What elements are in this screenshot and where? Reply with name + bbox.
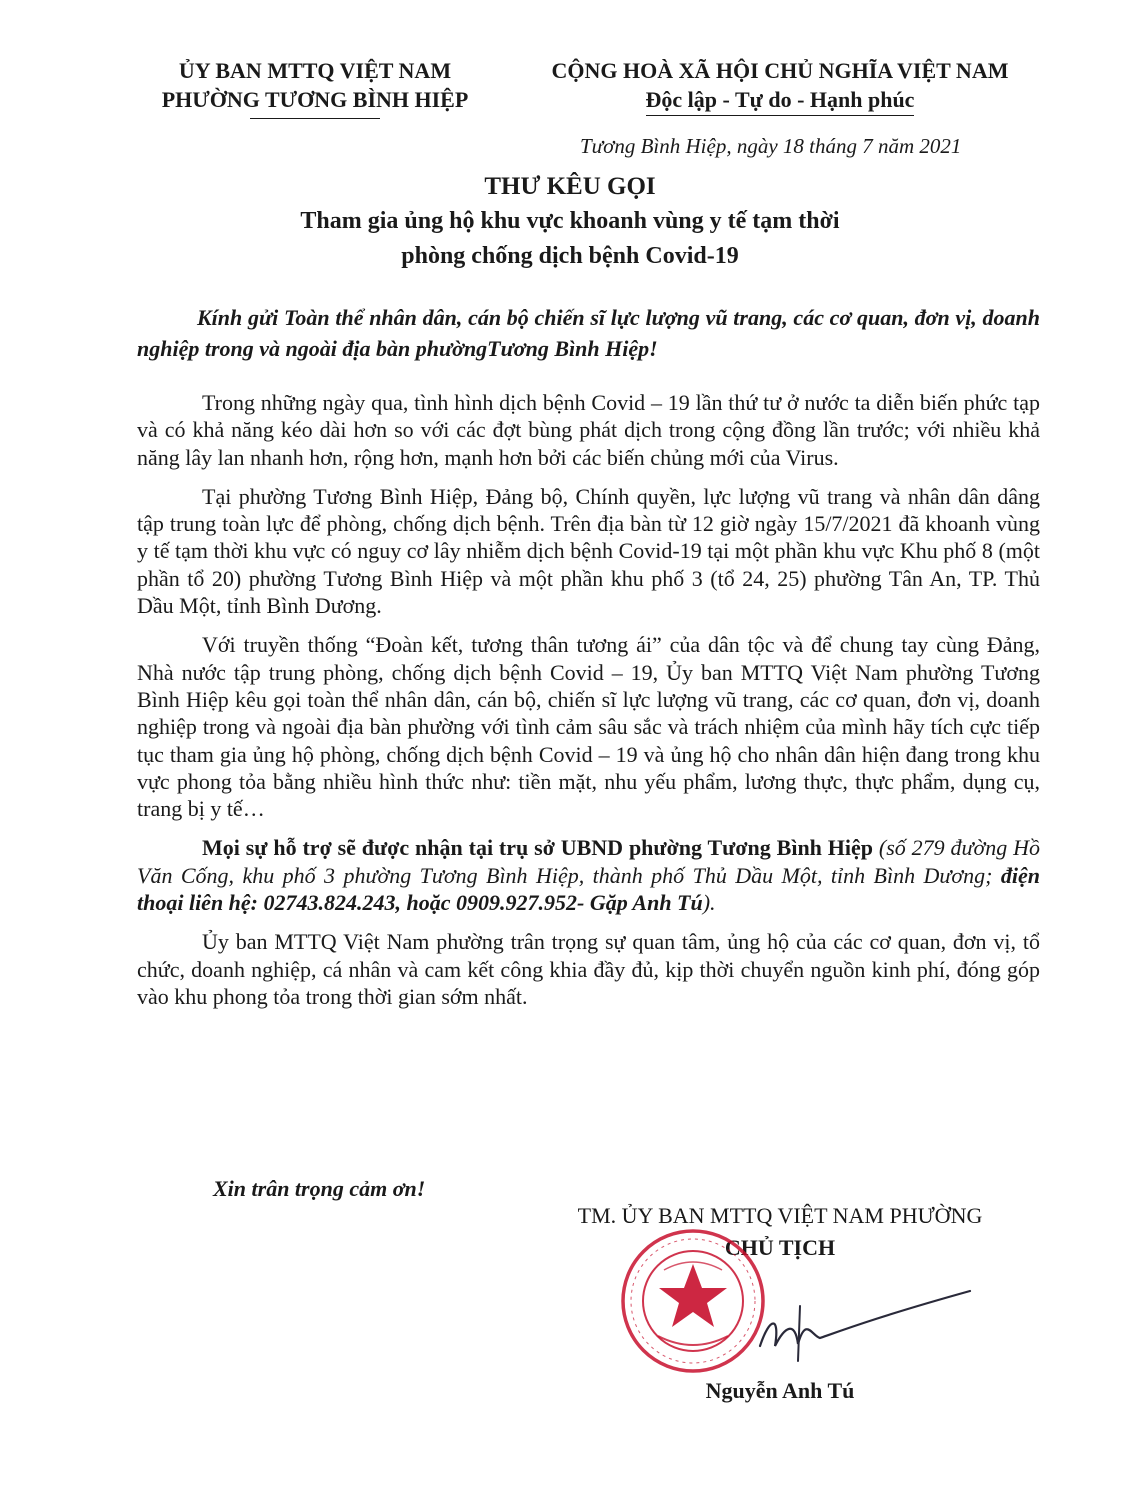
salutation: Kính gửi Toàn thể nhân dân, cán bộ chiến sĩ lực lượng vũ trang, các cơ quan, đơn vị, doanh nghiệp trong và ngoài địa bàn phườngTương Bình Hiệp! xyxy=(137,305,1040,361)
closing-paragraph: Ủy ban MTTQ Việt Nam phường trân trọng sự quan tâm, ủng hộ của các cơ quan, đơn vị, tổ chức, doanh nghiệp, cá nhân và cam kết công khia đầy đủ, kịp thời chuyển nguồn kinh phí, đóng góp vào khu phong tỏa trong thời gian sớm nhất. xyxy=(137,929,1040,1009)
national-motto: Độc lập - Tự do - Hạnh phúc xyxy=(646,85,915,116)
support-lead: Mọi sự hỗ trợ sẽ được nhận tại trụ sở UBND phường Tương Bình Hiệp xyxy=(202,835,874,861)
support-tail: ). xyxy=(702,890,716,916)
org-underline xyxy=(250,118,380,119)
signature-block xyxy=(540,1200,1020,1264)
letter-body xyxy=(137,389,1040,1022)
support-contact: điện thoại liên hệ: 02743.824.243, hoặc 0909.927.952- Gặp Anh Tú xyxy=(137,862,1040,916)
ward-name: PHƯỜNG TƯƠNG BÌNH HIỆP xyxy=(161,87,469,112)
issuing-organization xyxy=(130,56,500,119)
thanks-line: Xin trân trọng cảm ơn! xyxy=(213,1176,426,1201)
body-paragraph: Trong những ngày qua, tình hình dịch bệnh Covid – 19 lần thứ tư ở nước ta diễn biến phức tạp và có khả năng kéo dài hơn so với các đợt bùng phát dịch trong cộng đồng lần trước; với nhiều khả năng lây lan nhanh hơn, rộng hơn, mạnh hơn bởi các biến chủng mới của Virus. xyxy=(137,390,1040,470)
on-behalf-line: TM. ỦY BAN MTTQ VIỆT NAM PHƯỜNG xyxy=(577,1203,983,1228)
title-main: THƯ KÊU GỌI xyxy=(484,173,656,200)
handwritten-signature-icon xyxy=(740,1276,980,1376)
body-paragraph: Tại phường Tương Bình Hiệp, Đảng bộ, Chính quyền, lực lượng vũ trang và nhân dân dâng tập trung toàn lực để phòng, chống dịch bệnh. Trên địa bàn từ 12 giờ ngày 15/7/2021 đã khoanh vùng y tế tạm thời khu vực có nguy cơ lây nhiễm dịch bệnh Covid-19 tại một phần khu vực Khu phố 8 (một phần tổ 20) phường Tương Bình Hiệp và một phần khu phố 3 (tổ 24, 25) phường Tân An, TP. Thủ Dầu Một, tỉnh Bình Dương. xyxy=(137,483,1040,619)
document-title xyxy=(120,170,1020,274)
signer-name: Nguyễn Anh Tú xyxy=(705,1378,855,1403)
support-address: (số 279 đường Hồ Văn Cống, khu phố 3 phường Tương Bình Hiệp, thành phố Thủ Dầu Một, tỉnh Bình Dương; xyxy=(137,835,1040,888)
title-sub-1: Tham gia ủng hộ khu vực khoanh vùng y tế tạm thời xyxy=(300,208,840,234)
support-paragraph xyxy=(137,834,1040,916)
place-date: Tương Bình Hiệp, ngày 18 tháng 7 năm 2021 xyxy=(580,134,962,158)
title-sub-2: phòng chống dịch bệnh Covid-19 xyxy=(401,243,739,269)
signer-role: CHỦ TỊCH xyxy=(724,1235,836,1260)
body-paragraph: Với truyền thống “Đoàn kết, tương thân tương ái” của dân tộc và để chung tay cùng Đảng, Nhà nước tập trung phòng, chống dịch bệnh Covid – 19, Ủy ban MTTQ Việt Nam phường Tương Bình Hiệp kêu gọi toàn thể nhân dân, cán bộ, chiến sĩ lực lượng vũ trang, các cơ quan, đơn vị, doanh nghiệp trong và ngoài địa bàn phường với tình cảm sâu sắc và trách nhiệm của mình hãy tích cực tiếp tục tham gia ủng hộ phòng, chống dịch bệnh Covid – 19 và ủng hộ cho nhân dân hiện đang trong khu vực phong tỏa bằng nhiều hình thức như: tiền mặt, nhu yếu phẩm, lương thực, thực phẩm, dụng cụ, trang bị y tế… xyxy=(137,632,1040,822)
national-heading xyxy=(520,56,1040,116)
country-name: CỘNG HOÀ XÃ HỘI CHỦ NGHĨA VIỆT NAM xyxy=(551,58,1009,83)
org-name: ỦY BAN MTTQ VIỆT NAM xyxy=(178,58,452,83)
